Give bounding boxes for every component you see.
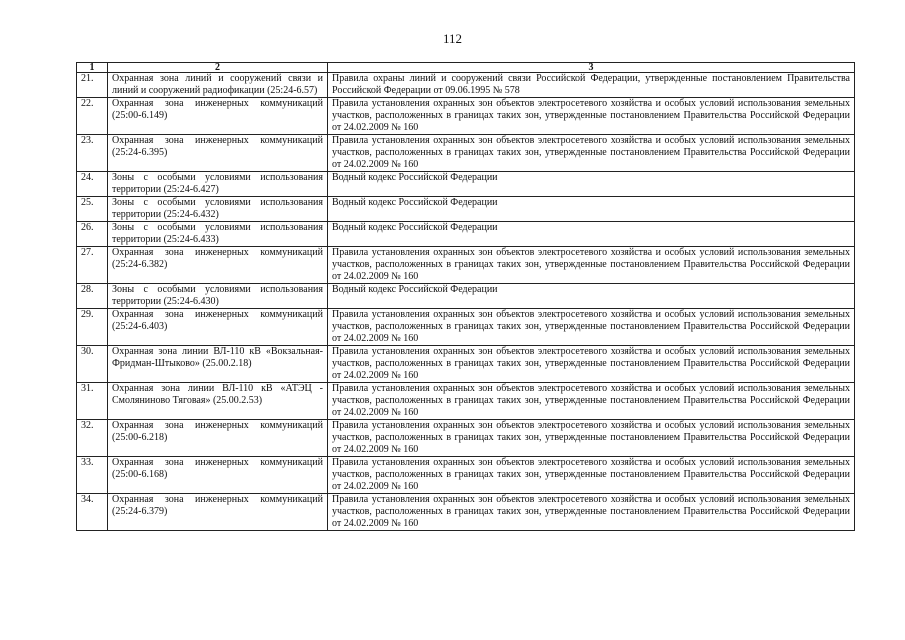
row-number: 25. [77,197,108,222]
legal-basis: Водный кодекс Российской Федерации [328,222,855,247]
header-row [77,63,855,73]
row-number: 34. [77,494,108,531]
legal-basis: Правила установления охранных зон объектов электросетевого хозяйства и особых условий использования земельных участков, расположенных в границах таких зон, утвержденные постановлением Правительства Российской Федерации от 24.02.2009 № 160 [328,309,855,346]
legal-basis: Правила охраны линий и сооружений связи Российской Федерации, утвержденные постановлением Правительства Российской Федерации от 09.06.1995 № 578 [328,73,855,98]
table-row [77,98,855,135]
row-number: 30. [77,346,108,383]
legal-basis: Правила установления охранных зон объектов электросетевого хозяйства и особых условий использования земельных участков, расположенных в границах таких зон, утвержденные постановлением Правительства Российской Федерации от 24.02.2009 № 160 [328,383,855,420]
legal-basis: Правила установления охранных зон объектов электросетевого хозяйства и особых условий использования земельных участков, расположенных в границах таких зон, утвержденные постановлением Правительства Российской Федерации от 24.02.2009 № 160 [328,247,855,284]
table-row [77,284,855,309]
row-number: 23. [77,135,108,172]
table-row [77,494,855,531]
legal-basis: Водный кодекс Российской Федерации [328,197,855,222]
column-header-2: 2 [108,63,328,73]
legal-basis: Правила установления охранных зон объектов электросетевого хозяйства и особых условий использования земельных участков, расположенных в границах таких зон, утвержденные постановлением Правительства Российской Федерации от 24.02.2009 № 160 [328,98,855,135]
zone-name: Зоны с особыми условиями использования территории (25:24-6.432) [108,197,328,222]
row-number: 28. [77,284,108,309]
zone-name: Охранная зона линии ВЛ-110 кВ «Вокзальная-Фридман-Штыково» (25.00.2.18) [108,346,328,383]
row-number: 26. [77,222,108,247]
row-number: 22. [77,98,108,135]
page-number: 112 [442,31,463,46]
row-number: 21. [77,73,108,98]
row-number: 32. [77,420,108,457]
zone-name: Охранная зона инженерных коммуникаций (25:00-6.149) [108,98,328,135]
zones-table [76,62,855,531]
table-row [77,346,855,383]
zone-name: Зоны с особыми условиями использования территории (25:24-6.430) [108,284,328,309]
table-row [77,420,855,457]
zone-name: Охранная зона инженерных коммуникаций (25:24-6.395) [108,135,328,172]
row-number: 27. [77,247,108,284]
zone-name: Охранная зона инженерных коммуникаций (25:24-6.403) [108,309,328,346]
table-header [77,63,855,73]
row-number: 29. [77,309,108,346]
table-row [77,197,855,222]
column-header-1: 1 [77,63,108,73]
zone-name: Охранная зона линий и сооружений связи и линий и сооружений радиофикации (25:24-6.57) [108,73,328,98]
legal-basis: Водный кодекс Российской Федерации [328,172,855,197]
zone-name: Зоны с особыми условиями использования территории (25:24-6.427) [108,172,328,197]
zone-name: Охранная зона инженерных коммуникаций (25:24-6.382) [108,247,328,284]
row-number: 31. [77,383,108,420]
table-row [77,73,855,98]
legal-basis: Правила установления охранных зон объектов электросетевого хозяйства и особых условий использования земельных участков, расположенных в границах таких зон, утвержденные постановлением Правительства Российской Федерации от 24.02.2009 № 160 [328,494,855,531]
legal-basis: Правила установления охранных зон объектов электросетевого хозяйства и особых условий использования земельных участков, расположенных в границах таких зон, утвержденные постановлением Правительства Российской Федерации от 24.02.2009 № 160 [328,457,855,494]
table-row [77,309,855,346]
row-number: 33. [77,457,108,494]
legal-basis: Водный кодекс Российской Федерации [328,284,855,309]
zone-name: Охранная зона инженерных коммуникаций (25:00-6.218) [108,420,328,457]
zone-name: Охранная зона инженерных коммуникаций (25:00-6.168) [108,457,328,494]
column-header-3: 3 [328,63,855,73]
row-number: 24. [77,172,108,197]
table-row [77,383,855,420]
legal-basis: Правила установления охранных зон объектов электросетевого хозяйства и особых условий использования земельных участков, расположенных в границах таких зон, утвержденные постановлением Правительства Российской Федерации от 24.02.2009 № 160 [328,346,855,383]
zone-name: Охранная зона инженерных коммуникаций (25:24-6.379) [108,494,328,531]
table-row [77,172,855,197]
legal-basis: Правила установления охранных зон объектов электросетевого хозяйства и особых условий использования земельных участков, расположенных в границах таких зон, утвержденные постановлением Правительства Российской Федерации от 24.02.2009 № 160 [328,135,855,172]
legal-basis: Правила установления охранных зон объектов электросетевого хозяйства и особых условий использования земельных участков, расположенных в границах таких зон, утвержденные постановлением Правительства Российской Федерации от 24.02.2009 № 160 [328,420,855,457]
zone-name: Зоны с особыми условиями использования территории (25:24-6.433) [108,222,328,247]
table-row [77,247,855,284]
table-row [77,457,855,494]
table-body [77,73,855,531]
table-row [77,135,855,172]
table-row [77,222,855,247]
zone-name: Охранная зона линии ВЛ-110 кВ «АТЭЦ - Смоляниново Тяговая» (25.00.2.53) [108,383,328,420]
